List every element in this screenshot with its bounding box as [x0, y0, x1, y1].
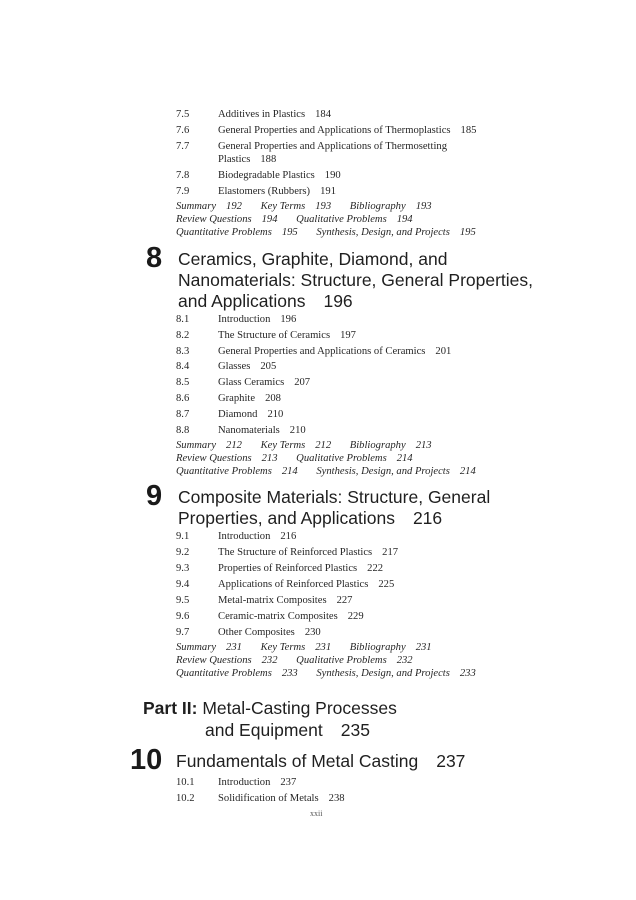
- back-matter-link[interactable]: Summary 231: [176, 642, 242, 653]
- back-matter-link[interactable]: Review Questions 213: [176, 453, 278, 464]
- toc-entry[interactable]: 8.2 The Structure of Ceramics 197: [176, 330, 356, 341]
- back-matter-link[interactable]: Bibliography 213: [349, 440, 432, 451]
- chapter-number: 9: [146, 480, 163, 512]
- back-matter-line: [176, 654, 413, 667]
- toc-entry[interactable]: 8.3 General Properties and Applications of Ceramics 201: [176, 346, 452, 357]
- toc-entry[interactable]: 8.4 Glasses 205: [176, 361, 277, 372]
- chapter-title-line: Composite Materials: Structure, General: [178, 487, 491, 507]
- toc-entry[interactable]: 7.8 Biodegradable Plastics 190: [176, 170, 341, 181]
- back-matter-link[interactable]: Quantitative Problems 233: [176, 668, 298, 679]
- part-title-line: Part II: Metal-Casting Processes: [143, 698, 397, 718]
- chapter-title[interactable]: Fundamentals of Metal Casting 237: [176, 751, 466, 771]
- back-matter-link[interactable]: Qualitative Problems 232: [296, 655, 413, 666]
- toc-entry[interactable]: 9.2 The Structure of Reinforced Plastics 217: [176, 547, 399, 558]
- toc-entry[interactable]: 9.7 Other Composites 230: [176, 627, 321, 638]
- back-matter-link[interactable]: Quantitative Problems 214: [176, 466, 298, 477]
- back-matter-line: [176, 213, 413, 226]
- toc-entry[interactable]: 7.9 Elastomers (Rubbers) 191: [176, 186, 336, 197]
- back-matter-line: [176, 226, 476, 239]
- toc-entry-continuation[interactable]: Plastics 188: [218, 154, 277, 165]
- part-title-line: and Equipment 235: [205, 720, 370, 740]
- toc-entry[interactable]: 9.5 Metal-matrix Composites 227: [176, 595, 353, 606]
- chapter-page: 196: [323, 291, 353, 311]
- toc-entry[interactable]: 9.3 Properties of Reinforced Plastics 222: [176, 563, 384, 574]
- toc-entry[interactable]: 8.8 Nanomaterials 210: [176, 425, 306, 436]
- chapter-title-line: Nanomaterials: Structure, General Properties,: [178, 270, 534, 290]
- back-matter-line: [176, 439, 432, 452]
- toc-entry[interactable]: 8.1 Introduction 196: [176, 314, 297, 325]
- page-folio: xxii: [310, 809, 323, 818]
- chapter-page: 237: [436, 751, 466, 771]
- chapter-page: 216: [412, 508, 443, 528]
- toc-entry[interactable]: 10.1 Introduction 237: [176, 777, 297, 788]
- back-matter-link[interactable]: Review Questions 194: [176, 214, 278, 225]
- chapter-number: 8: [146, 242, 163, 274]
- back-matter-link[interactable]: Synthesis, Design, and Projects 214: [316, 466, 476, 477]
- back-matter-link[interactable]: Synthesis, Design, and Projects 233: [316, 668, 476, 679]
- toc-entry[interactable]: 9.6 Ceramic-matrix Composites 229: [176, 611, 364, 622]
- back-matter-link[interactable]: Bibliography 193: [349, 201, 432, 212]
- chapter-title-line: Properties, and Applications 216: [178, 508, 443, 528]
- back-matter-line: [176, 452, 413, 465]
- toc-entry[interactable]: 7.5 Additives in Plastics 184: [176, 109, 331, 120]
- back-matter-link[interactable]: Key Terms 193: [260, 201, 332, 212]
- back-matter-line: [176, 465, 476, 478]
- toc-entry[interactable]: 8.7 Diamond 210: [176, 409, 284, 420]
- chapter-title-line: Ceramics, Graphite, Diamond, and: [178, 249, 448, 269]
- back-matter-line: [176, 641, 432, 654]
- back-matter-line: [176, 667, 476, 680]
- part-label: Part II:: [143, 698, 198, 718]
- back-matter-link[interactable]: Quantitative Problems 195: [176, 227, 298, 238]
- part-page: 235: [340, 720, 370, 740]
- chapter-number: 10: [130, 744, 163, 776]
- toc-entry[interactable]: 8.5 Glass Ceramics 207: [176, 377, 311, 388]
- chapter-title-line: and Applications 196: [178, 291, 353, 311]
- toc-entry[interactable]: 8.6 Graphite 208: [176, 393, 281, 404]
- back-matter-link[interactable]: Synthesis, Design, and Projects 195: [316, 227, 476, 238]
- toc-entry[interactable]: 10.2 Solidification of Metals 238: [176, 793, 345, 804]
- back-matter-line: [176, 200, 432, 213]
- back-matter-link[interactable]: Summary 212: [176, 440, 242, 451]
- back-matter-link[interactable]: Review Questions 232: [176, 655, 278, 666]
- back-matter-link[interactable]: Key Terms 212: [260, 440, 332, 451]
- toc-entry[interactable]: 7.6 General Properties and Applications of Thermoplastics 185: [176, 125, 477, 136]
- back-matter-link[interactable]: Qualitative Problems 194: [296, 214, 413, 225]
- back-matter-link[interactable]: Summary 192: [176, 201, 242, 212]
- back-matter-link[interactable]: Bibliography 231: [349, 642, 432, 653]
- back-matter-link[interactable]: Key Terms 231: [260, 642, 332, 653]
- toc-entry[interactable]: 7.7 General Properties and Applications of Thermosetting: [176, 141, 447, 152]
- back-matter-link[interactable]: Qualitative Problems 214: [296, 453, 413, 464]
- toc-entry[interactable]: 9.1 Introduction 216: [176, 531, 297, 542]
- toc-entry[interactable]: 9.4 Applications of Reinforced Plastics 225: [176, 579, 395, 590]
